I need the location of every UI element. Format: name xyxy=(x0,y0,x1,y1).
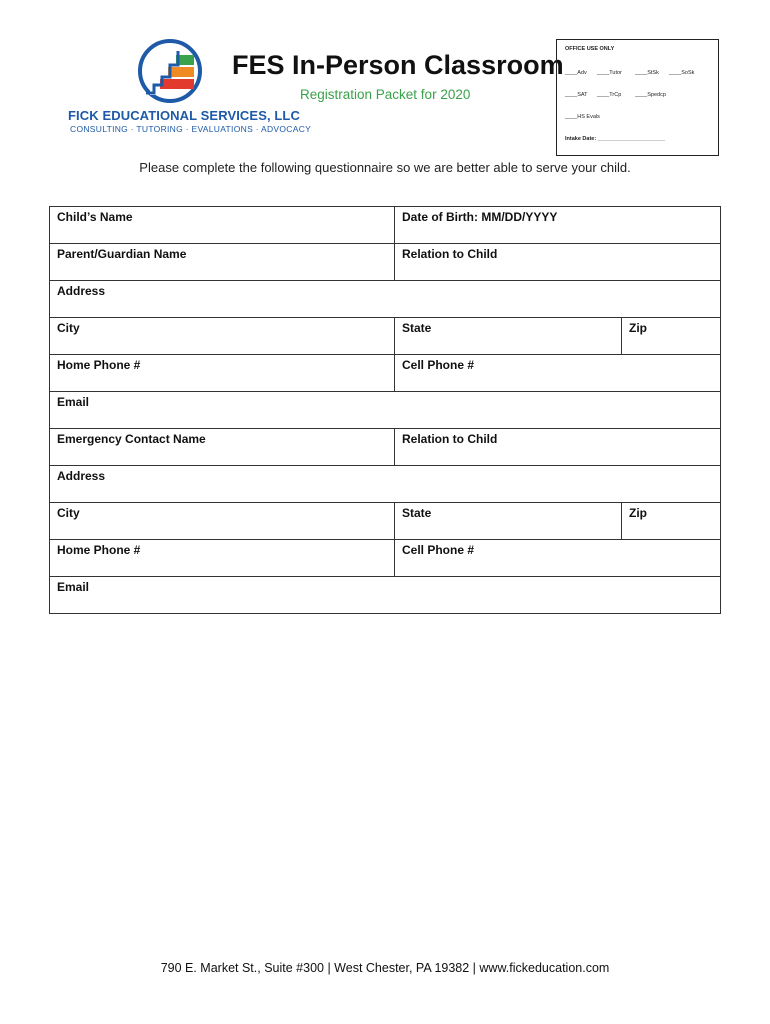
office-item-stsk: ____StSk xyxy=(635,70,659,76)
footer-address: 790 E. Market St., Suite #300 | West Chester, PA 19382 | www.fickeducation.com xyxy=(160,961,610,975)
office-item-spedcp: ____Spedcp xyxy=(635,92,666,98)
office-use-box xyxy=(556,39,719,156)
office-item-sat: ____SAT xyxy=(565,92,588,98)
office-item-hs-evals: ____HS Evals xyxy=(565,114,600,120)
emergency-relation-field[interactable]: Relation to Child xyxy=(395,429,721,466)
emergency-city-field[interactable]: City xyxy=(50,503,395,540)
page-title: FES In-Person Classroom xyxy=(232,50,564,80)
email-field[interactable]: Email xyxy=(50,392,721,429)
emergency-home-phone-field[interactable]: Home Phone # xyxy=(50,540,395,577)
state-field[interactable]: State xyxy=(395,318,622,355)
office-intake-date: Intake Date: ______________________ xyxy=(565,136,665,142)
form-row xyxy=(50,466,721,503)
instructions-text: Please complete the following questionnaire so we are better able to serve your child. xyxy=(139,160,631,175)
form-row xyxy=(50,577,721,614)
parent-name-field[interactable]: Parent/Guardian Name xyxy=(50,244,395,281)
zip-field[interactable]: Zip xyxy=(622,318,721,355)
company-name: FICK EDUCATIONAL SERVICES, LLC xyxy=(68,108,300,123)
address-field[interactable]: Address xyxy=(50,281,721,318)
form-row xyxy=(50,318,721,355)
form-row xyxy=(50,392,721,429)
form-row xyxy=(50,429,721,466)
company-logo-icon xyxy=(136,37,204,105)
form-row xyxy=(50,244,721,281)
form-row xyxy=(50,207,721,244)
city-field[interactable]: City xyxy=(50,318,395,355)
emergency-address-field[interactable]: Address xyxy=(50,466,721,503)
dob-field[interactable]: Date of Birth: MM/DD/YYYY xyxy=(395,207,721,244)
cell-phone-field[interactable]: Cell Phone # xyxy=(395,355,721,392)
office-item-tutor: ____Tutor xyxy=(597,70,622,76)
emergency-cell-phone-field[interactable]: Cell Phone # xyxy=(395,540,721,577)
emergency-state-field[interactable]: State xyxy=(395,503,622,540)
childs-name-field[interactable]: Child’s Name xyxy=(50,207,395,244)
home-phone-field[interactable]: Home Phone # xyxy=(50,355,395,392)
office-item-sosk: ____SoSk xyxy=(669,70,695,76)
emergency-zip-field[interactable]: Zip xyxy=(622,503,721,540)
form-row xyxy=(50,355,721,392)
form-row xyxy=(50,540,721,577)
office-use-heading: OFFICE USE ONLY xyxy=(565,46,615,52)
form-row xyxy=(50,503,721,540)
office-item-trcp: ____TrCp xyxy=(597,92,622,98)
page-subtitle: Registration Packet for 2020 xyxy=(300,87,471,102)
emergency-email-field[interactable]: Email xyxy=(50,577,721,614)
form-row xyxy=(50,281,721,318)
emergency-contact-name-field[interactable]: Emergency Contact Name xyxy=(50,429,395,466)
registration-form-table xyxy=(49,206,721,614)
relation-field[interactable]: Relation to Child xyxy=(395,244,721,281)
office-item-adv: ____Adv xyxy=(565,70,587,76)
company-tagline: CONSULTING · TUTORING · EVALUATIONS · ADVOCACY xyxy=(70,124,312,134)
